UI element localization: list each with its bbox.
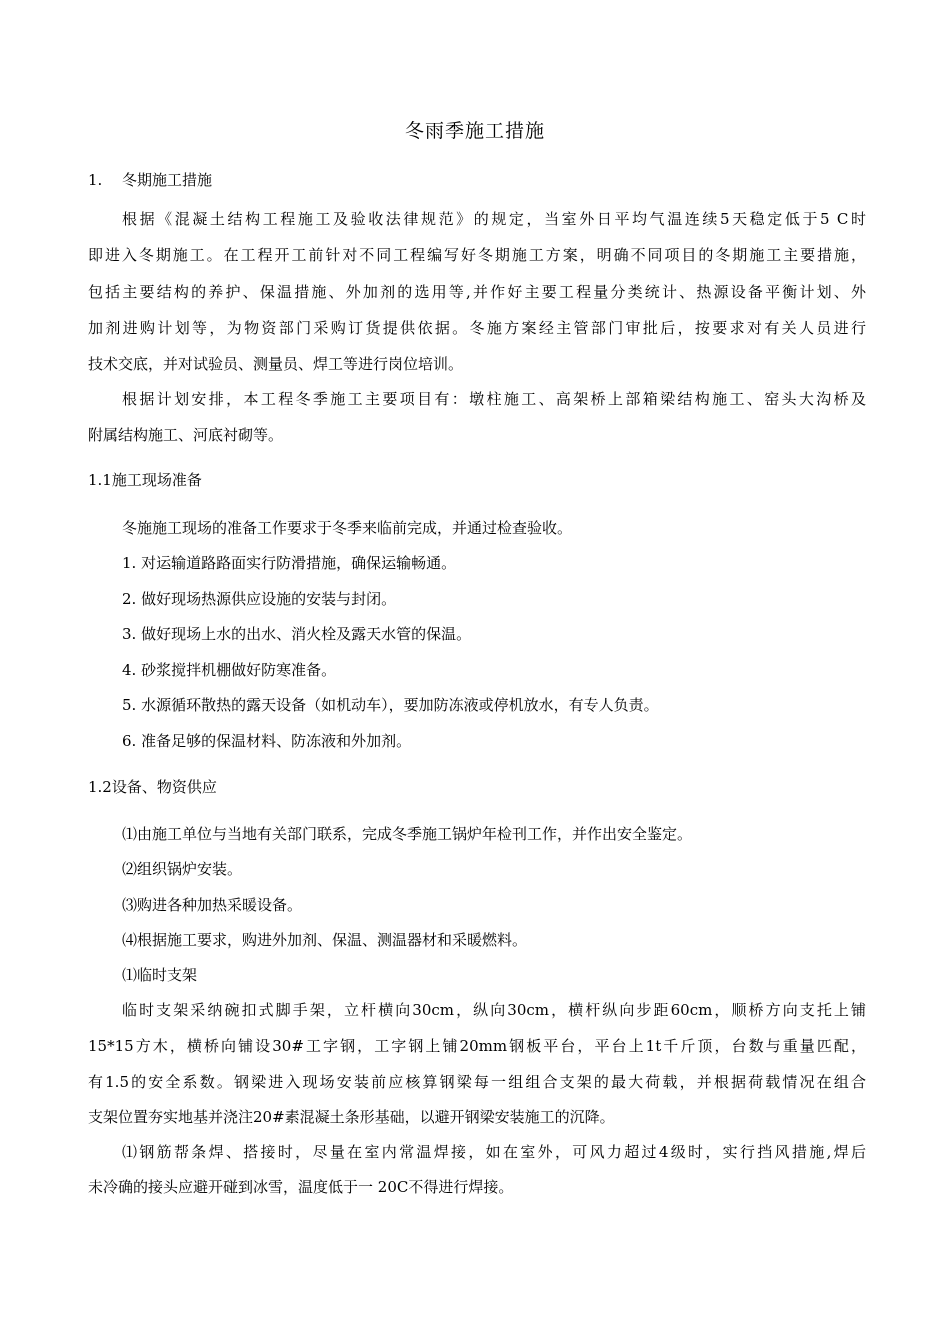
paragraph-4-line-1: ⑴钢筋帮条焊、搭接时，尽量在室内常温焊接，如在室外，可风力超过4级时，实行挡风措施,焊后: [122, 1143, 866, 1161]
paragraph-4-line-2: 未冷确的接头应避开碰到冰雪，温度低于一 20C不得进行焊接。: [88, 1178, 514, 1196]
paragraph-3-line-3: 有1.5的安全系数。钢梁进入现场安装前应核算钢梁每一组组合支架的最大荷载，并根据荷载情况在组合: [88, 1073, 866, 1091]
paragraph-3-line-4: 支架位置夯实地基并浇注20#素混凝土条形基础，以避开钢梁安装施工的沉降。: [88, 1108, 615, 1126]
prep-item-6: 6. 准备足够的保温材料、防冻液和外加剂。: [122, 732, 412, 750]
supply-item-2: ⑵组织锅炉安装。: [122, 860, 243, 878]
section-1-1-heading: 1.1施工现场准备: [88, 471, 202, 489]
paragraph-1-line-1: 根据《混凝土结构工程施工及验收法律规范》的规定，当室外日平均气温连续5天稳定低于5 C时: [122, 210, 866, 228]
prep-item-2: 2. 做好现场热源供应设施的安装与封闭。: [122, 590, 397, 608]
paragraph-1-line-5: 技术交底，并对试验员、测量员、焊工等进行岗位培训。: [88, 355, 464, 373]
supply-item-5: ⑴临时支架: [122, 966, 198, 984]
section-1-heading: [88, 170, 212, 190]
section-1-title: 冬期施工措施: [122, 171, 213, 189]
paragraph-3-line-2: 15*15方木，横桥向铺设30#工字钢，工字钢上铺20mm钢板平台，平台上1t千斤顶，台数与重量匹配，: [88, 1037, 866, 1055]
prep-item-4: 4. 砂浆搅拌机棚做好防寒准备。: [122, 661, 337, 679]
supply-item-3: ⑶购进各种加热采暖设备。: [122, 896, 303, 914]
supply-item-1: ⑴由施工单位与当地有关部门联系，完成冬季施工锅炉年检刊工作，并作出安全鉴定。: [122, 825, 693, 843]
paragraph-1-line-4: 加剂进购计划等，为物资部门采购订货提供依据。冬施方案经主管部门审批后，按要求对有关人员进行: [88, 319, 866, 337]
paragraph-3-line-1: 临时支架采纳碗扣式脚手架，立杆横向30cm，纵向30cm，横杆纵向步距60cm，顺桥方向支托上铺: [122, 1001, 866, 1019]
paragraph-1-line-3: 包括主要结构的养护、保温措施、外加剂的选用等,并作好主要工程量分类统计、热源设备平衡计划、外: [88, 283, 866, 301]
paragraph-1-line-2: 即进入冬期施工。在工程开工前针对不同工程编写好冬期施工方案，明确不同项目的冬期施工主要措施，: [88, 246, 866, 264]
paragraph-2-line-1: 根据计划安排，本工程冬季施工主要项目有：墩柱施工、高架桥上部箱梁结构施工、窑头大沟桥及: [122, 390, 866, 408]
document-title: 冬雨季施工措施: [404, 120, 545, 142]
prep-item-1: 1. 对运输道路路面实行防滑措施，确保运输畅通。: [122, 554, 457, 572]
prep-item-5: 5. 水源循环散热的露天设备（如机动车），要加防冻液或停机放水，有专人负责。: [122, 696, 659, 714]
supply-item-4: ⑷根据施工要求，购进外加剂、保温、测温器材和采暖燃料。: [122, 931, 528, 949]
prep-intro: 冬施施工现场的准备工作要求于冬季来临前完成，并通过检查验收。: [122, 519, 573, 537]
section-1-number: 1.: [88, 171, 103, 189]
prep-item-3: 3. 做好现场上水的出水、消火栓及露天水管的保温。: [122, 625, 472, 643]
section-1-2-heading: 1.2设备、物资供应: [88, 778, 217, 796]
paragraph-2-line-2: 附属结构施工、河底衬砌等。: [88, 426, 284, 444]
